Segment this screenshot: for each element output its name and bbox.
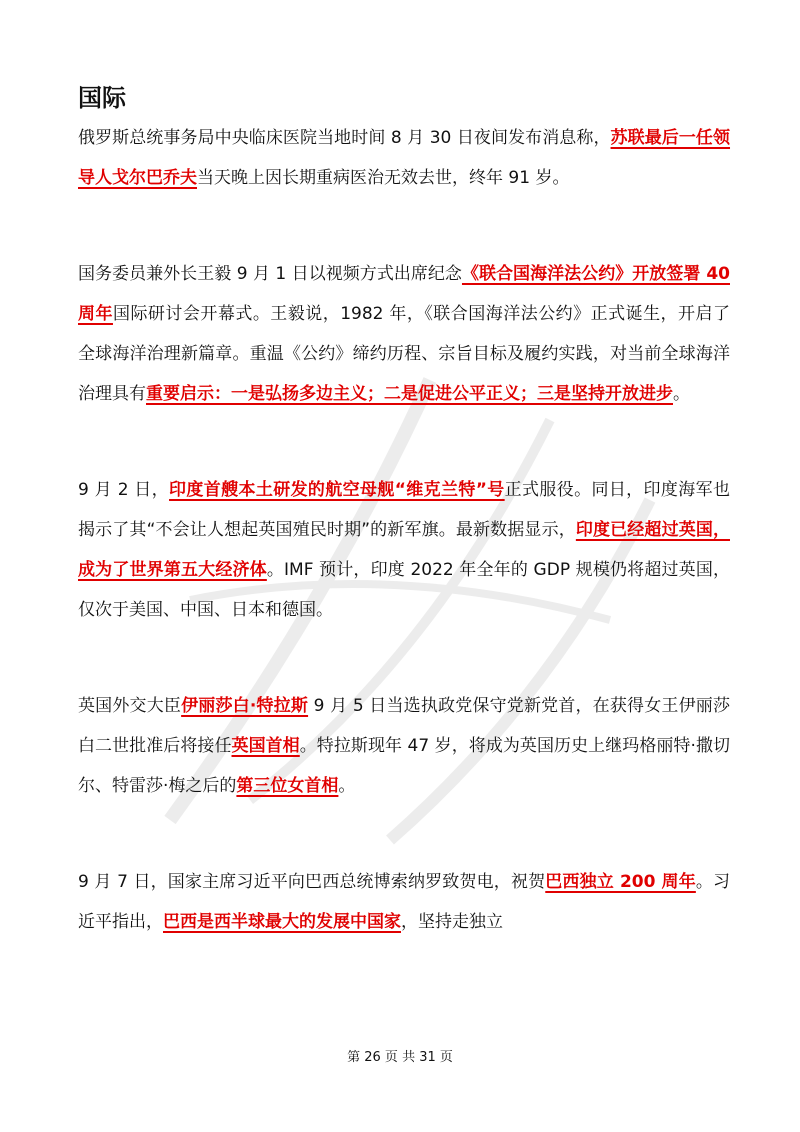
highlight-text: 第三位女首相: [236, 776, 339, 796]
highlight-text: 英国首相: [231, 736, 300, 756]
article-body: [78, 118, 730, 942]
highlight-text: 重要启示：一是弘扬多边主义；二是促进公平正义；三是坚持开放进步: [146, 384, 673, 404]
highlight-text: 巴西独立 200 周年: [545, 872, 696, 892]
news-paragraph-india: 9 月 2 日，印度首艘本土研发的航空母舰“维克兰特”号正式服役。同日，印度海军也揭示了其“不会让人想起英国殖民时期”的新军旗。最新数据显示，印度已经超过英国，成为了世界第五大经济体。IMF 预计，印度 2022 年全年的 GDP 规模仍将超过英国，仅次于美国、中国、日本和德国。: [78, 480, 730, 620]
news-paragraph-unclos: 国务委员兼外长王毅 9 月 1 日以视频方式出席纪念《联合国海洋法公约》开放签署 40 周年国际研讨会开幕式。王毅说，1982 年，《联合国海洋法公约》正式诞生，开启了全球海洋治理新篇章。重温《公约》缔约历程、宗旨目标及履约实践，对当前全球海洋治理具有重要启示：一是弘扬多边主义；二是促进公平正义；三是坚持开放进步。: [78, 264, 731, 404]
paragraph-gap: [78, 198, 730, 254]
page-number: 第 26 页 共 31 页: [347, 1050, 453, 1065]
paragraph-gap: [78, 414, 730, 470]
paragraph-gap: [78, 630, 730, 686]
news-paragraph-truss: 英国外交大臣伊丽莎白·特拉斯 9 月 5 日当选执政党保守党新党首，在获得女王伊丽莎白二世批准后将接任英国首相。特拉斯现年 47 岁，将成为英国历史上继玛格丽特·撒切尔、特雷莎·梅之后的第三位女首相。: [78, 696, 731, 796]
highlight-text: 印度首艘本土研发的航空母舰“维克兰特”号: [169, 480, 505, 500]
news-paragraph-gorbachev: 俄罗斯总统事务局中央临床医院当地时间 8 月 30 日夜间发布消息称，苏联最后一任领导人戈尔巴乔夫当天晚上因长期重病医治无效去世，终年 91 岁。: [78, 128, 731, 188]
section-title: 国际: [78, 84, 126, 112]
highlight-text: 《联合国海洋法公约》开放签署 40 周年: [78, 264, 730, 324]
news-paragraph-brazil: 9 月 7 日，国家主席习近平向巴西总统博索纳罗致贺电，祝贺巴西独立 200 周年。习近平指出，巴西是西半球最大的发展中国家，坚持走独立: [78, 872, 731, 932]
highlight-text: 苏联最后一任领导人戈尔巴乔夫: [78, 128, 731, 188]
paragraph-gap: [78, 806, 730, 862]
highlight-text: 印度已经超过英国，成为了世界第五大经济体: [78, 520, 730, 580]
highlight-text: 伊丽莎白·特拉斯: [181, 696, 309, 716]
highlight-text: 巴西是西半球最大的发展中国家: [163, 912, 401, 932]
